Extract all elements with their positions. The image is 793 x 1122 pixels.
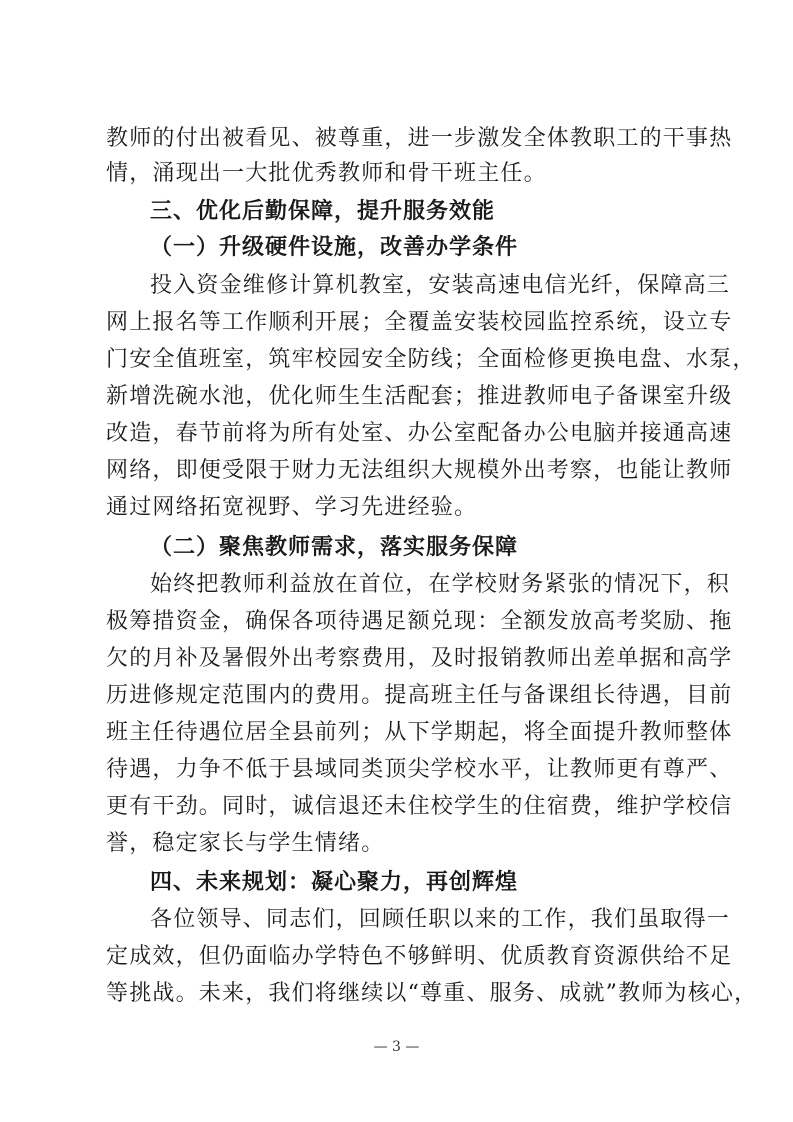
paragraph-line: 极筹措资金，确保各项待遇足额兑现：全额发放高考奖励、拖: [106, 609, 733, 634]
paragraph-line: 欠的月补及暑假外出考察费用，及时报销教师出差单据和高学: [106, 646, 733, 671]
paragraph-line: 教师的付出被看见、被尊重，进一步激发全体教职工的干事热: [106, 126, 733, 151]
paragraph-line: 更有干劲。同时，诚信退还未住校学生的住宿费，维护学校信: [106, 794, 733, 819]
paragraph-line: 新增洗碗水池，优化师生生活配套；推进教师电子备课室升级: [106, 384, 733, 409]
paragraph-line: 班主任待遇位居全县前列；从下学期起，将全面提升教师整体: [106, 720, 733, 745]
paragraph-line: 通过网络拓宽视野、学习先进经验。: [106, 495, 478, 520]
paragraph-line: 网上报名等工作顺利开展；全覆盖安装校园监控系统，设立专: [106, 310, 733, 335]
paragraph-line: 改造，春节前将为所有处室、办公室配备办公电脑并接通高速: [106, 421, 733, 446]
subsection-heading: （二）聚焦教师需求，落实服务保障: [150, 534, 519, 560]
paragraph-line: 历进修规定范围内的费用。提高班主任与备课组长待遇，目前: [106, 683, 733, 708]
page-number: — 3 —: [373, 1039, 420, 1055]
subsection-heading: （一）升级硬件设施，改善办学条件: [150, 234, 519, 260]
section-heading: 四、未来规划：凝心聚力，再创辉煌: [150, 870, 519, 895]
paragraph-line: 誉，稳定家长与学生情绪。: [106, 831, 385, 856]
paragraph-line: 等挑战。未来，我们将继续以“尊重、服务、成就”教师为核心，: [106, 981, 758, 1006]
section-heading: 三、优化后勤保障，提升服务效能: [150, 199, 496, 224]
paragraph-line: 网络，即便受限于财力无法组织大规模外出考察，也能让教师: [106, 458, 733, 483]
paragraph-line: 始终把教师利益放在首位，在学校财务紧张的情况下，积: [150, 572, 731, 597]
paragraph-line: 各位领导、同志们，回顾任职以来的工作，我们虽取得一: [150, 907, 731, 932]
paragraph-line: 定成效，但仍面临办学特色不够鲜明、优质教育资源供给不足: [106, 944, 733, 969]
paragraph-line: 投入资金维修计算机教室，安装高速电信光纤，保障高三: [150, 273, 731, 298]
paragraph-line: 门安全值班室，筑牢校园安全防线；全面检修更换电盘、水泵，: [106, 347, 756, 372]
paragraph-line: 待遇，力争不低于县域同类顶尖学校水平，让教师更有尊严、: [106, 757, 733, 782]
paragraph-line: 情，涌现出一大批优秀教师和骨干班主任。: [106, 161, 547, 186]
